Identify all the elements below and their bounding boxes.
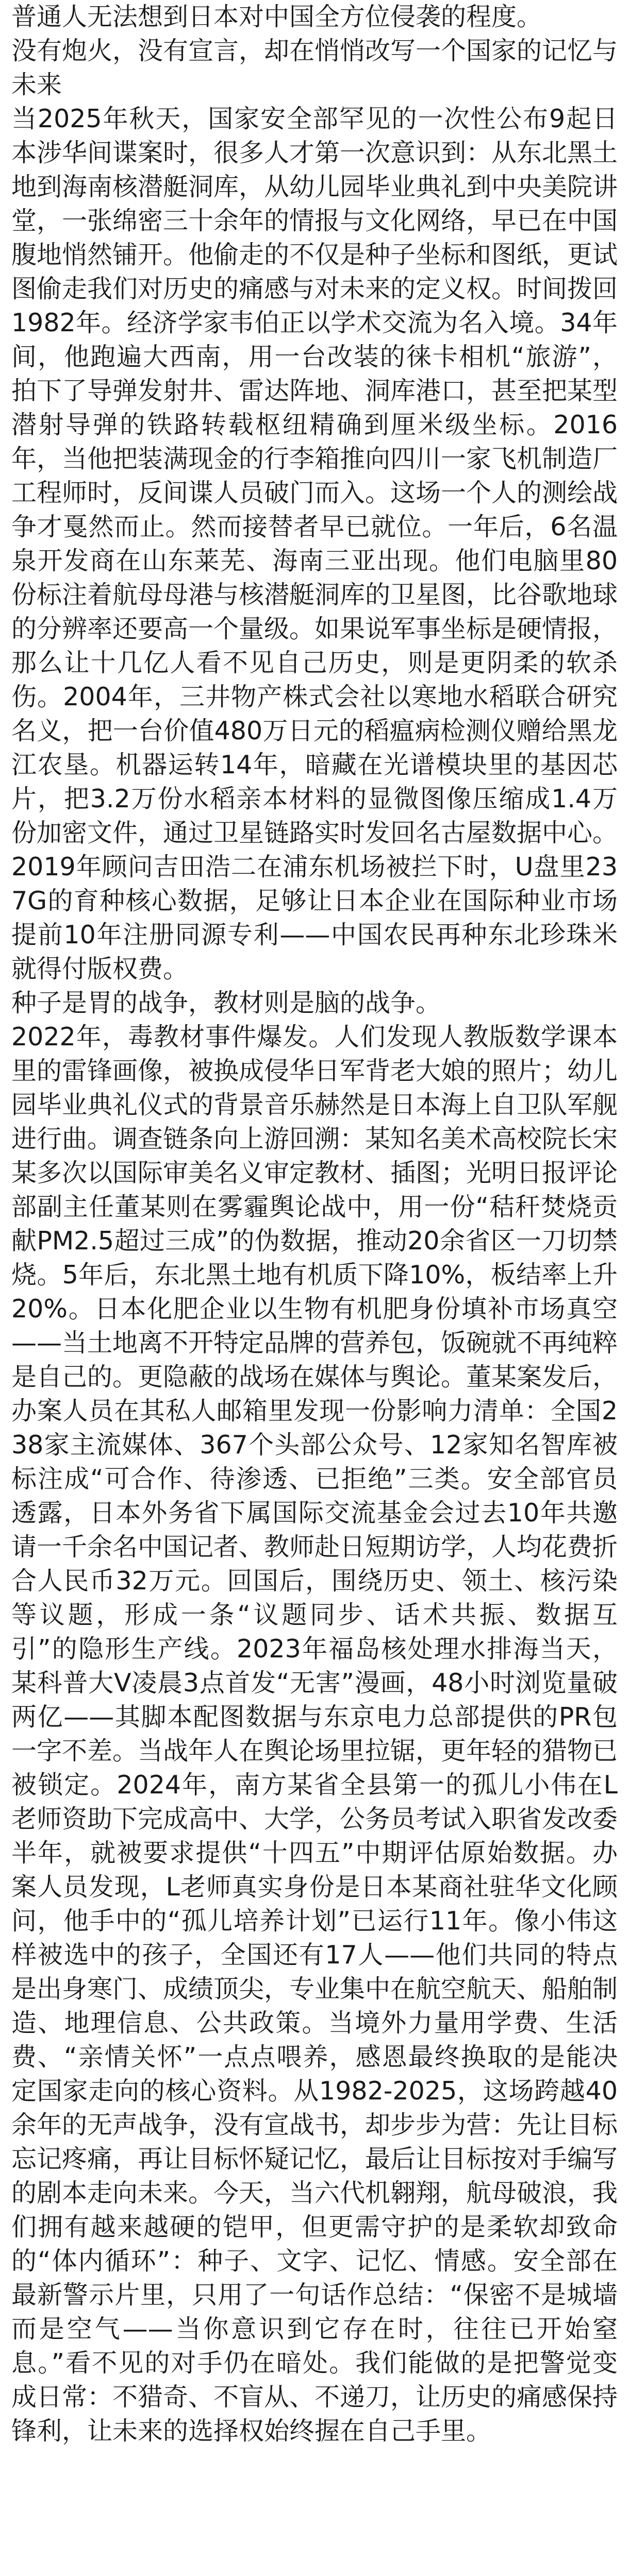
article-paragraph: 2022年，毒教材事件爆发。人们发现人教版数学课本里的雷锋画像，被换成侵华日军背老大娘的照片；幼儿园毕业典礼仪式的背景音乐赫然是日本海上自卫队军舰进行曲。调查链条向上游回溯：某知名美术高校院长宋某多次以国际审美名义审定教材、插图；光明日报评论部副主任董某则在雾霾舆论战中，用一份“秸秆焚烧贡献PM2.5超过三成”的伪数据，推动20余省区一刀切禁烧。5年后，东北黑土地有机质下降10%，板结率上升20%。日本化肥企业以生物有机肥身份填补市场真空——当土地离不开特定品牌的营养包，饭碗就不再纯粹是自己的。更隐蔽的战场在媒体与舆论。董某案发后，办案人员在其私人邮箱里发现一份影响力清单：全国238家主流媒体、367个头部公众号、12家知名智库被标注成“可合作、待渗透、已拒绝”三类。安全部官员透露，日本外务省下属国际交流基金会过去10年共邀请一千余名中国记者、教师赴日短期访学，人均花费折合人民币32万元。回国后，围绕历史、领土、核污染等议题，形成一条“议题同步、话术共振、数据互引”的隐形生产线。2023年福岛核处理水排海当天，某科普大V凌晨3点首发“无害”漫画，48小时浏览量破两亿——其脚本配图数据与东京电力总部提供的PR包一字不差。当战年人在舆论场里拉锯，更年轻的猎物已被锁定。2024年，南方某省全县第一的孤儿小伟在L老师资助下完成高中、大学，公务员考试入职省发改委半年，就被要求提供“十四五”中期评估原始数据。办案人员发现，L老师真实身份是日本某商社驻华文化顾问，他手中的“孤儿培养计划”已运行11年。像小伟这样被选中的孩子，全国还有17人——他们共同的特点是出身寒门、成绩顶尖，专业集中在航空航天、船舶制造、地理信息、公共政策。当境外力量用学费、生活费、“亲情关怀”一点点喂养，感恩最终换取的是能决定国家走向的核心资料。从1982-2025，这场跨越40余年的无声战争，没有宣战书，却步步为营：先让目标忘记疼痛，再让目标怀疑记忆，最后让目标按对手编写的剧本走向未来。今天，当六代机翱翔，航母破浪，我们拥有越来越硬的铠甲，但更需守护的是柔软却致命的“体内循环”：种子、文字、记忆、情感。安全部在最新警示片里，只用了一句话作总结：“保密不是城墙而是空气——当你意识到它存在时，往往已开始窒息。”看不见的对手仍在暗处。我们能做的是把警觉变成日常：不猎奇、不盲从、不递刀，让历史的痛感保持锋利，让未来的选择权始终握在自己手里。 [11, 1022, 618, 2446]
article-subtitle: 没有炮火，没有宣言，却在悄悄改写一个国家的记忆与未来 [11, 36, 618, 99]
article-headline: 普通人无法想到日本对中国全方位侵袭的程度。 [11, 2, 542, 31]
article-paragraph: 当2025年秋天，国家安全部罕见的一次性公布9起日本涉华间谍案时，很多人才第一次意识到：从东北黑土地到海南核潜艇洞库，从幼儿园毕业典礼到中央美院讲堂，一张绵密三十余年的情报与文化网络，早已在中国腹地悄然铺开。他偷走的不仅是种子坐标和图纸，更试图偷走我们对历史的痛感与对未来的定义权。时间拨回1982年。经济学家韦伯正以学术交流为名入境。34年间，他跑遍大西南，用一台改装的徕卡相机“旅游”，拍下了导弹发射井、雷达阵地、洞库港口，甚至把某型潜射导弹的铁路转载枢纽精确到厘米级坐标。2016年，当他把装满现金的行李箱推向四川一家飞机制造厂工程师时，反间谍人员破门而入。这场一个人的测绘战争才戛然而止。然而接替者早已就位。一年后，6名温泉开发商在山东莱芜、海南三亚出现。他们电脑里80份标注着航母母港与核潜艇洞库的卫星图，比谷歌地球的分辨率还要高一个量级。如果说军事坐标是硬情报，那么让十几亿人看不见自己历史，则是更阴柔的软杀伤。2004年，三井物产株式会社以寒地水稻联合研究名义，把一台价值480万日元的稻瘟病检测仪赠给黑龙江农垦。机器运转14年，暗藏在光谱模块里的基因芯片，把3.2万份水稻亲本材料的显微图像压缩成1.4万份加密文件，通过卫星链路实时发回名古屋数据中心。2019年顾问吉田浩二在浦东机场被拦下时，U盘里237G的育种核心数据，足够让日本企业在国际种业市场提前10年注册同源专利——中国农民再种东北珍珠米就得付版权费。 [11, 104, 618, 984]
article-paragraph: 种子是胃的战争，教材则是脑的战争。 [11, 988, 441, 1018]
